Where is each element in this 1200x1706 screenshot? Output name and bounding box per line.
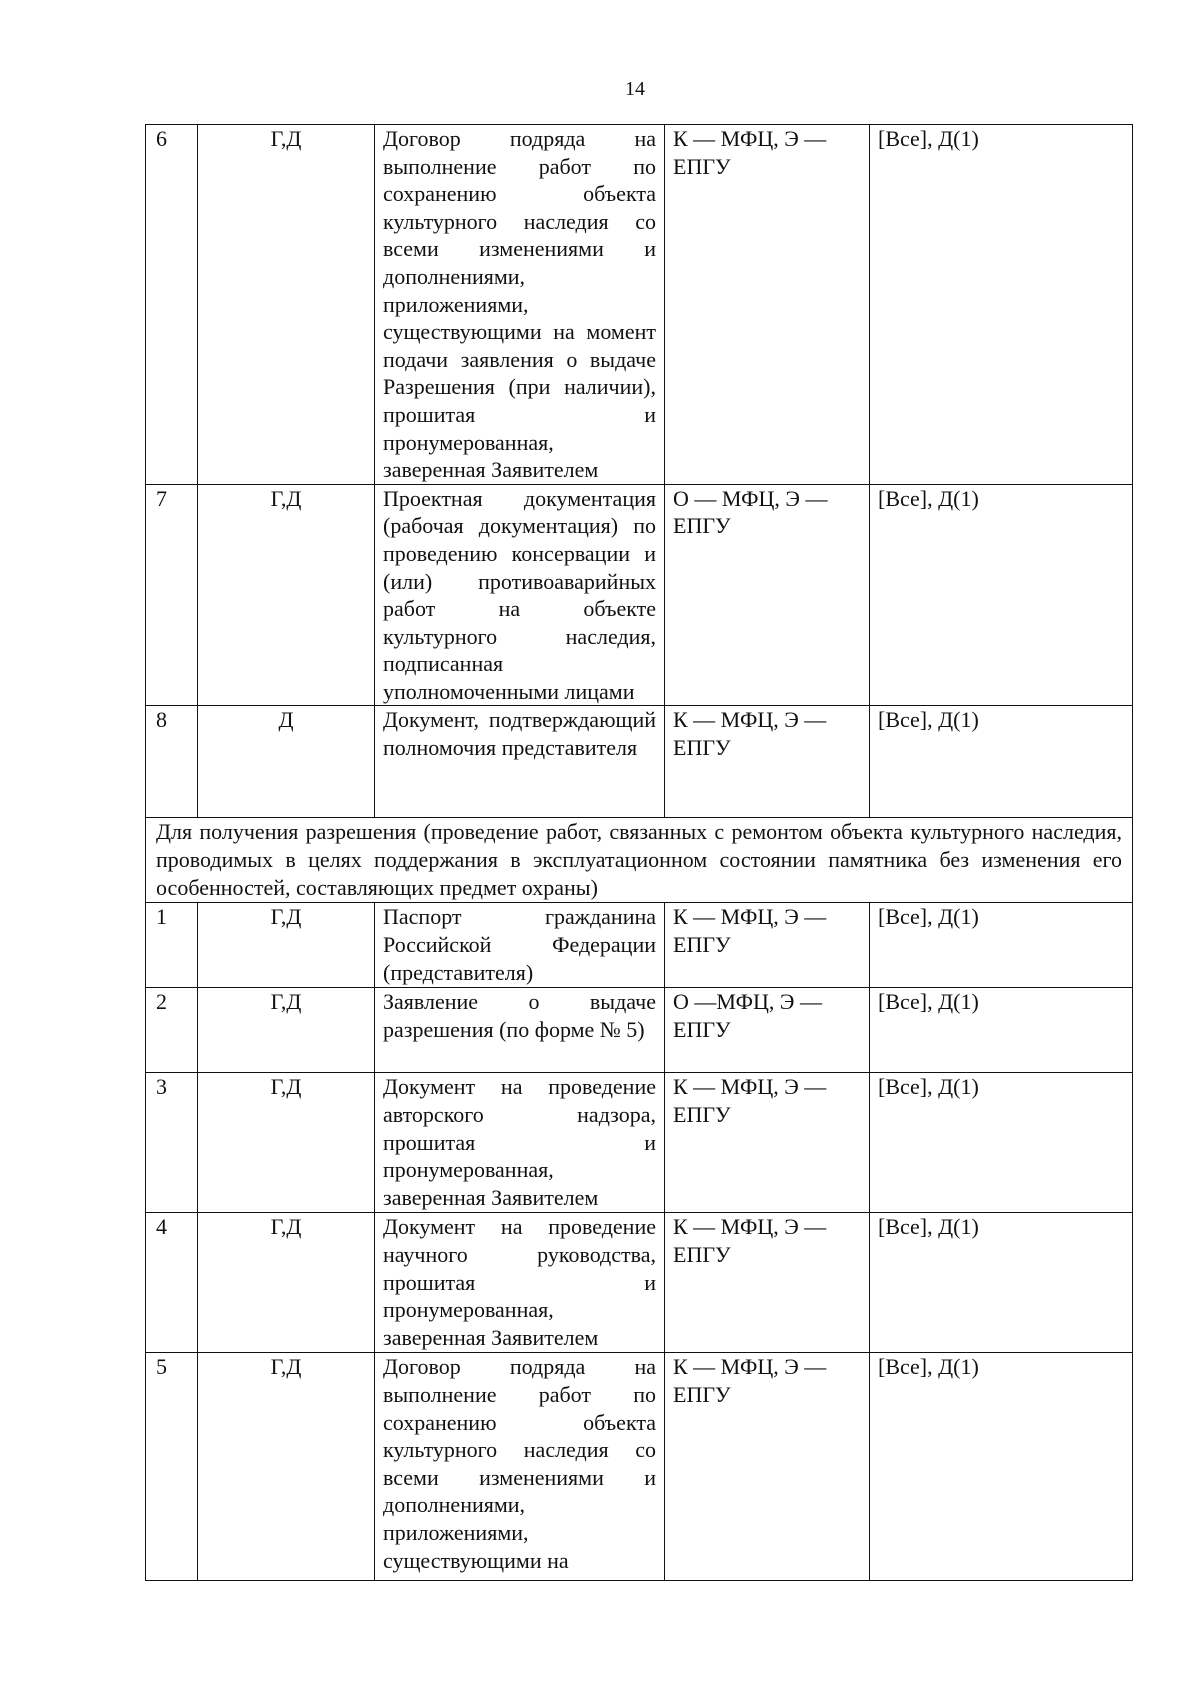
row-number: 3 (146, 1073, 198, 1213)
row-number: 4 (146, 1213, 198, 1353)
submission-channel: К — МФЦ, Э — ЕПГУ (665, 706, 870, 818)
applicant-category: Г,Д (198, 1213, 375, 1353)
row-number: 7 (146, 484, 198, 706)
table-row (146, 1353, 1133, 1581)
document-description: Документ, подтверждающий полномочия представителя (375, 706, 665, 818)
applicant-category: Г,Д (198, 903, 375, 988)
section-heading: Для получения разрешения (проведение работ, связанных с ремонтом объекта культурного наследия, проводимых в целях поддержания в эксплуатационном состоянии памятника без изменения его особенностей, составляющих предмет охраны) (146, 818, 1133, 903)
table-row (146, 484, 1133, 706)
applicability-scope: [Все], Д(1) (870, 125, 1133, 485)
applicability-scope: [Все], Д(1) (870, 988, 1133, 1073)
submission-channel: К — МФЦ, Э — ЕПГУ (665, 125, 870, 485)
table-row (146, 125, 1133, 485)
submission-channel: К — МФЦ, Э — ЕПГУ (665, 1353, 870, 1581)
document-description: Проектная документация (рабочая документация) по проведению консервации и (или) противоаварийных работ на объекте культурного наследия, подписанная уполномоченными лицами (375, 484, 665, 706)
document-description: Документ на проведение авторского надзора, прошитая и пронумерованная, заверенная Заявителем (375, 1073, 665, 1213)
applicant-category: Г,Д (198, 1073, 375, 1213)
row-number: 2 (146, 988, 198, 1073)
applicant-category: Г,Д (198, 988, 375, 1073)
applicability-scope: [Все], Д(1) (870, 1073, 1133, 1213)
document-description: Документ на проведение научного руководства, прошитая и пронумерованная, заверенная Заявителем (375, 1213, 665, 1353)
applicability-scope: [Все], Д(1) (870, 903, 1133, 988)
table-row (146, 1213, 1133, 1353)
submission-channel: К — МФЦ, Э — ЕПГУ (665, 903, 870, 988)
section-heading-row (146, 818, 1133, 903)
submission-channel: О —МФЦ, Э — ЕПГУ (665, 988, 870, 1073)
row-number: 6 (146, 125, 198, 485)
document-description: Договор подряда на выполнение работ по сохранению объекта культурного наследия со всеми изменениями и дополнениями, приложениями, существующими на момент подачи заявления о выдаче Разрешения (при наличии), прошитая и пронумерованная, заверенная Заявителем (375, 125, 665, 485)
submission-channel: О — МФЦ, Э — ЕПГУ (665, 484, 870, 706)
submission-channel: К — МФЦ, Э — ЕПГУ (665, 1073, 870, 1213)
document-description: Паспорт гражданина Российской Федерации (представителя) (375, 903, 665, 988)
row-number: 5 (146, 1353, 198, 1581)
documents-table (145, 124, 1133, 1581)
table-row (146, 903, 1133, 988)
submission-channel: К — МФЦ, Э — ЕПГУ (665, 1213, 870, 1353)
applicant-category: Г,Д (198, 125, 375, 485)
row-number: 1 (146, 903, 198, 988)
applicability-scope: [Все], Д(1) (870, 706, 1133, 818)
applicability-scope: [Все], Д(1) (870, 1353, 1133, 1581)
applicant-category: Г,Д (198, 484, 375, 706)
table-row (146, 988, 1133, 1073)
row-number: 8 (146, 706, 198, 818)
applicant-category: Г,Д (198, 1353, 375, 1581)
document-description: Заявление о выдаче разрешения (по форме № 5) (375, 988, 665, 1073)
applicability-scope: [Все], Д(1) (870, 484, 1133, 706)
table-row (146, 706, 1133, 818)
applicant-category: Д (198, 706, 375, 818)
document-description: Договор подряда на выполнение работ по сохранению объекта культурного наследия со всеми изменениями и дополнениями, приложениями, существующими на (375, 1353, 665, 1581)
page-number: 14 (625, 78, 645, 100)
table-row (146, 1073, 1133, 1213)
applicability-scope: [Все], Д(1) (870, 1213, 1133, 1353)
